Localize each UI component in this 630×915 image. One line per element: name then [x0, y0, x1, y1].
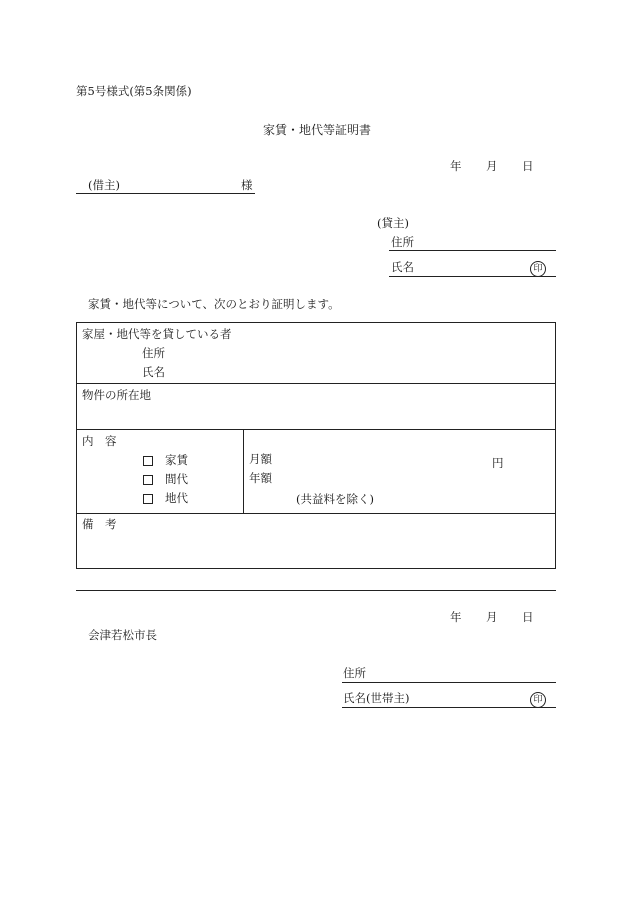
lender-address-field[interactable] [389, 236, 556, 251]
lender-seal-icon: 印 [530, 261, 546, 277]
document-title: 家賃・地代等証明書 [263, 123, 372, 137]
applicant-address-label: 住所 [343, 666, 366, 680]
applicant-address-field[interactable] [342, 667, 556, 683]
statement-text: 家賃・地代等について、次のとおり証明します。 [88, 297, 340, 311]
lender-address-label: 住所 [391, 235, 414, 249]
lender-heading: (貸主) [377, 216, 409, 230]
section-separator [76, 590, 556, 591]
landlord-address-label: 住所 [142, 346, 165, 360]
applicant-name-field[interactable] [342, 692, 556, 708]
land-rent-checkbox[interactable] [143, 494, 153, 504]
bottom-date-year: 年 [450, 610, 462, 624]
row-divider-3 [77, 513, 555, 514]
form-number: 第5号様式(第5条関係) [76, 84, 192, 98]
certificate-table [76, 322, 556, 569]
applicant-name-label: 氏名(世帯主) [343, 691, 410, 705]
bottom-date-month: 月 [486, 610, 498, 624]
common-fee-note: (共益料を除く) [296, 492, 374, 506]
row-divider-1 [77, 383, 555, 384]
landlord-name-label: 氏名 [142, 365, 165, 379]
room-fee-checkbox[interactable] [143, 475, 153, 485]
lender-name-label: 氏名 [391, 260, 414, 274]
contents-heading: 内 容 [82, 434, 117, 448]
remarks-heading: 備 考 [82, 517, 117, 531]
applicant-seal-icon: 印 [530, 692, 546, 708]
rent-checkbox[interactable] [143, 456, 153, 466]
rent-option-label: 家賃 [165, 453, 188, 467]
monthly-amount-label: 月額 [249, 452, 272, 466]
room-fee-option-label: 間代 [165, 472, 188, 486]
recipient-mayor: 会津若松市長 [88, 628, 157, 642]
top-date-year: 年 [450, 159, 462, 173]
top-date-day: 日 [522, 159, 534, 173]
row-divider-2 [77, 429, 555, 430]
property-location-heading: 物件の所在地 [82, 388, 151, 402]
currency-unit: 円 [492, 456, 504, 470]
borrower-honorific: 様 [241, 178, 253, 192]
borrower-label: (借主) [88, 178, 120, 192]
top-date-month: 月 [486, 159, 498, 173]
bottom-date-day: 日 [522, 610, 534, 624]
content-column-divider [243, 429, 244, 513]
borrower-underline[interactable] [76, 180, 255, 194]
land-rent-option-label: 地代 [165, 491, 188, 505]
landlord-heading: 家屋・地代等を貸している者 [82, 327, 232, 341]
yearly-amount-label: 年額 [249, 471, 272, 485]
